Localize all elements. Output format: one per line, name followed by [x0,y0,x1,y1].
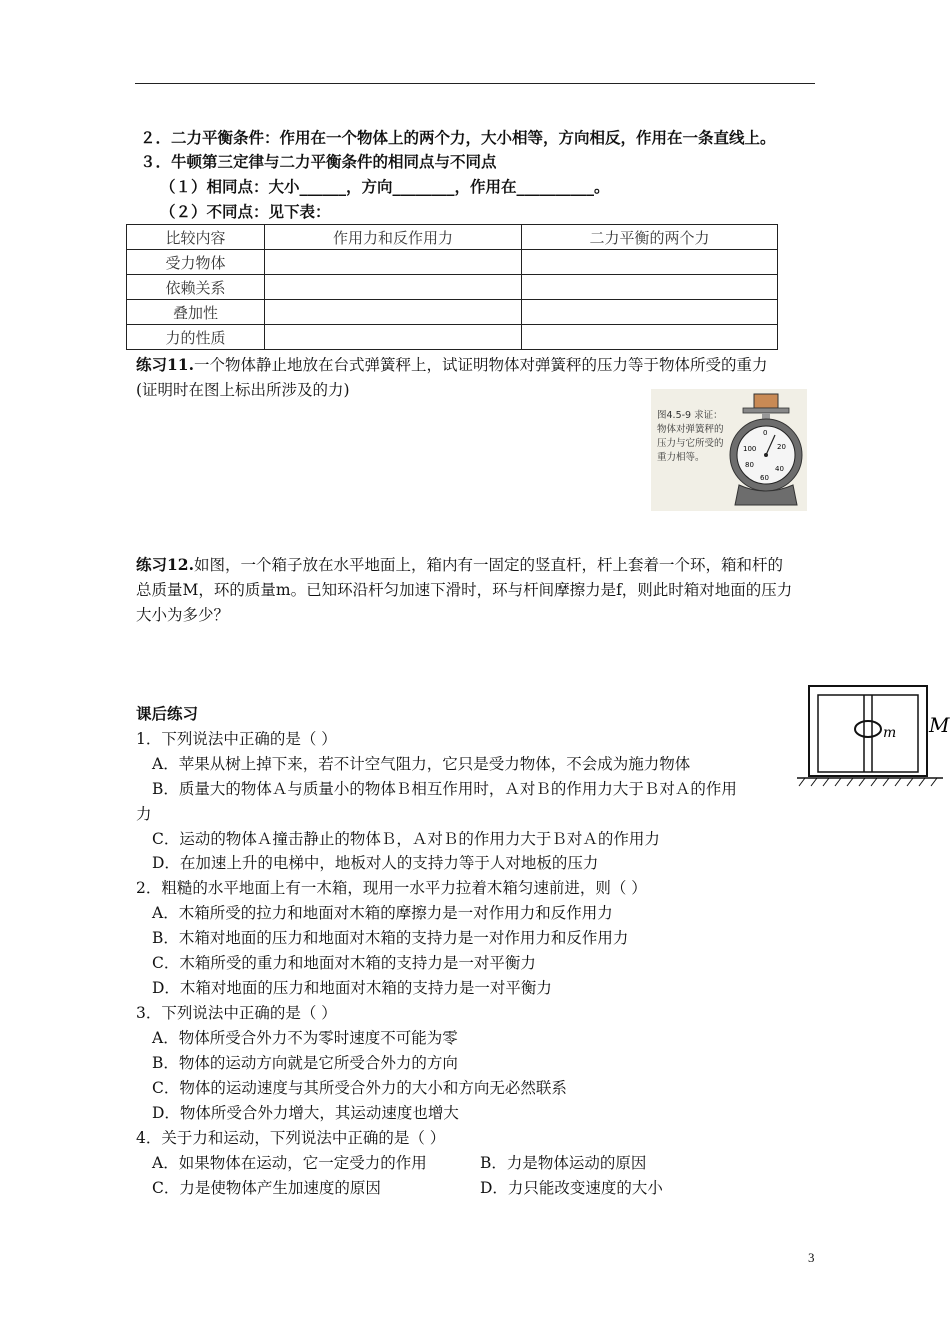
blank-cell[interactable] [265,325,522,350]
page-number: 3 [808,1250,815,1265]
differences-line: （２）不同点：见下表： [160,202,331,221]
q1-option-a: A．苹果从树上掉下来，若不计空气阻力，它只是受力物体，不会成为施力物体 [152,755,691,773]
blank-cell[interactable] [522,300,778,325]
q3-option-c: C．物体的运动速度与其所受合外力的大小和方向无必然联系 [152,1079,567,1097]
similarities-line: （１）相同点：大小______，方向________，作用在__________。 [160,177,610,196]
spring-scale-illustration [651,389,807,511]
q1-option-b: B．质量大的物体Ａ与质量小的物体Ｂ相互作用时，Ａ对Ｂ的作用力大于Ｂ对Ａ的作用 [152,780,737,798]
table-row [127,275,778,300]
box-mass-label: M [929,713,950,737]
q1-option-b-cont: 力 [136,805,152,823]
exercise-12-line3: 大小为多少？ [136,606,230,624]
row-label: 叠加性 [127,300,265,325]
svg-text:100: 100 [743,445,757,453]
q4-option-c: C．力是使物体产生加速度的原因 [152,1179,381,1197]
q3-option-d: D．物体所受合外力增大，其运动速度也增大 [152,1104,459,1122]
blank-cell[interactable] [522,250,778,275]
exercise-12-label: 练习12. [136,555,194,574]
q3-option-b: B．物体的运动方向就是它所受合外力的方向 [152,1054,458,1072]
blank-cell[interactable] [522,275,778,300]
table-header-row [127,225,778,250]
q2-option-c: C．木箱所受的重力和地面对木箱的支持力是一对平衡力 [152,954,536,972]
q4-option-d: D．力只能改变速度的大小 [480,1179,663,1197]
q2-option-a: A．木箱所受的拉力和地面对木箱的摩擦力是一对作用力和反作用力 [152,904,613,922]
table-row [127,325,778,350]
table-row [127,300,778,325]
q2-option-b: B．木箱对地面的压力和地面对木箱的支持力是一对作用力和反作用力 [152,929,629,947]
svg-text:80: 80 [745,461,754,469]
comparison-table [126,224,778,350]
header-rule [135,83,815,84]
svg-text:60: 60 [760,474,769,482]
ring-mass-label: m [883,725,897,741]
table-row [127,250,778,275]
balance-condition: ２．二力平衡条件：作用在一个物体上的两个力，大小相等，方向相反，作用在一条直线上。 [140,128,776,147]
q3-option-a: A．物体所受合外力不为零时速度不可能为零 [152,1029,458,1047]
blank-cell[interactable] [265,275,522,300]
exercise-11-label: 练习11. [136,355,194,374]
table-header: 作用力和反作用力 [265,225,522,250]
question-3: 3．下列说法中正确的是（ ） [136,1004,337,1022]
q1-option-c: C．运动的物体Ａ撞击静止的物体Ｂ，Ａ对Ｂ的作用力大于Ｂ对Ａ的作用力 [152,830,660,848]
question-2: 2．粗糙的水平地面上有一木箱，现用一水平力拉着木箱匀速前进，则（ ） [136,879,647,897]
spring-scale-figure [651,389,807,511]
row-label: 力的性质 [127,325,265,350]
blank-cell[interactable] [265,250,522,275]
row-label: 依赖关系 [127,275,265,300]
svg-text:0: 0 [763,429,768,437]
box-rod-ring-figure [795,682,950,792]
q2-option-d: D．木箱对地面的压力和地面对木箱的支持力是一对平衡力 [152,979,552,997]
q4-option-a: A．如果物体在运动，它一定受力的作用 [152,1154,427,1172]
row-label: 受力物体 [127,250,265,275]
exercise-11-line1: 练习11.一个物体静止地放在台式弹簧秤上，试证明物体对弹簧秤的压力等于物体所受的重力 [136,355,768,374]
svg-text:40: 40 [775,465,784,473]
question-4: 4．关于力和运动，下列说法中正确的是（ ） [136,1129,446,1147]
figure-caption: 图4.5-9 求证：物体对弹簧秤的压力与它所受的重力相等。 [657,410,724,463]
homework-title: 课后练习 [136,704,199,723]
q1-option-d: D．在加速上升的电梯中，地板对人的支持力等于人对地板的压力 [152,854,599,872]
blank-cell[interactable] [522,325,778,350]
q4-option-b: B．力是物体运动的原因 [480,1154,647,1172]
exercise-12-line1: 练习12.如图，一个箱子放在水平地面上，箱内有一固定的竖直杆，杆上套着一个环，箱和杆的 [136,555,783,574]
blank-cell[interactable] [265,300,522,325]
table-header: 二力平衡的两个力 [522,225,778,250]
question-1: 1．下列说法中正确的是（ ） [136,730,337,748]
svg-text:20: 20 [777,443,786,451]
table-header: 比较内容 [127,225,265,250]
box-diagram [795,682,950,792]
exercise-12-line2: 总质量M，环的质量m。已知环沿杆匀加速下滑时，环与杆间摩擦力是f，则此时箱对地面的压力 [136,581,793,599]
exercise-11-line2: (证明时在图上标出所涉及的力) [136,381,350,399]
third-law-heading: ３．牛顿第三定律与二力平衡条件的相同点与不同点 [140,152,497,171]
